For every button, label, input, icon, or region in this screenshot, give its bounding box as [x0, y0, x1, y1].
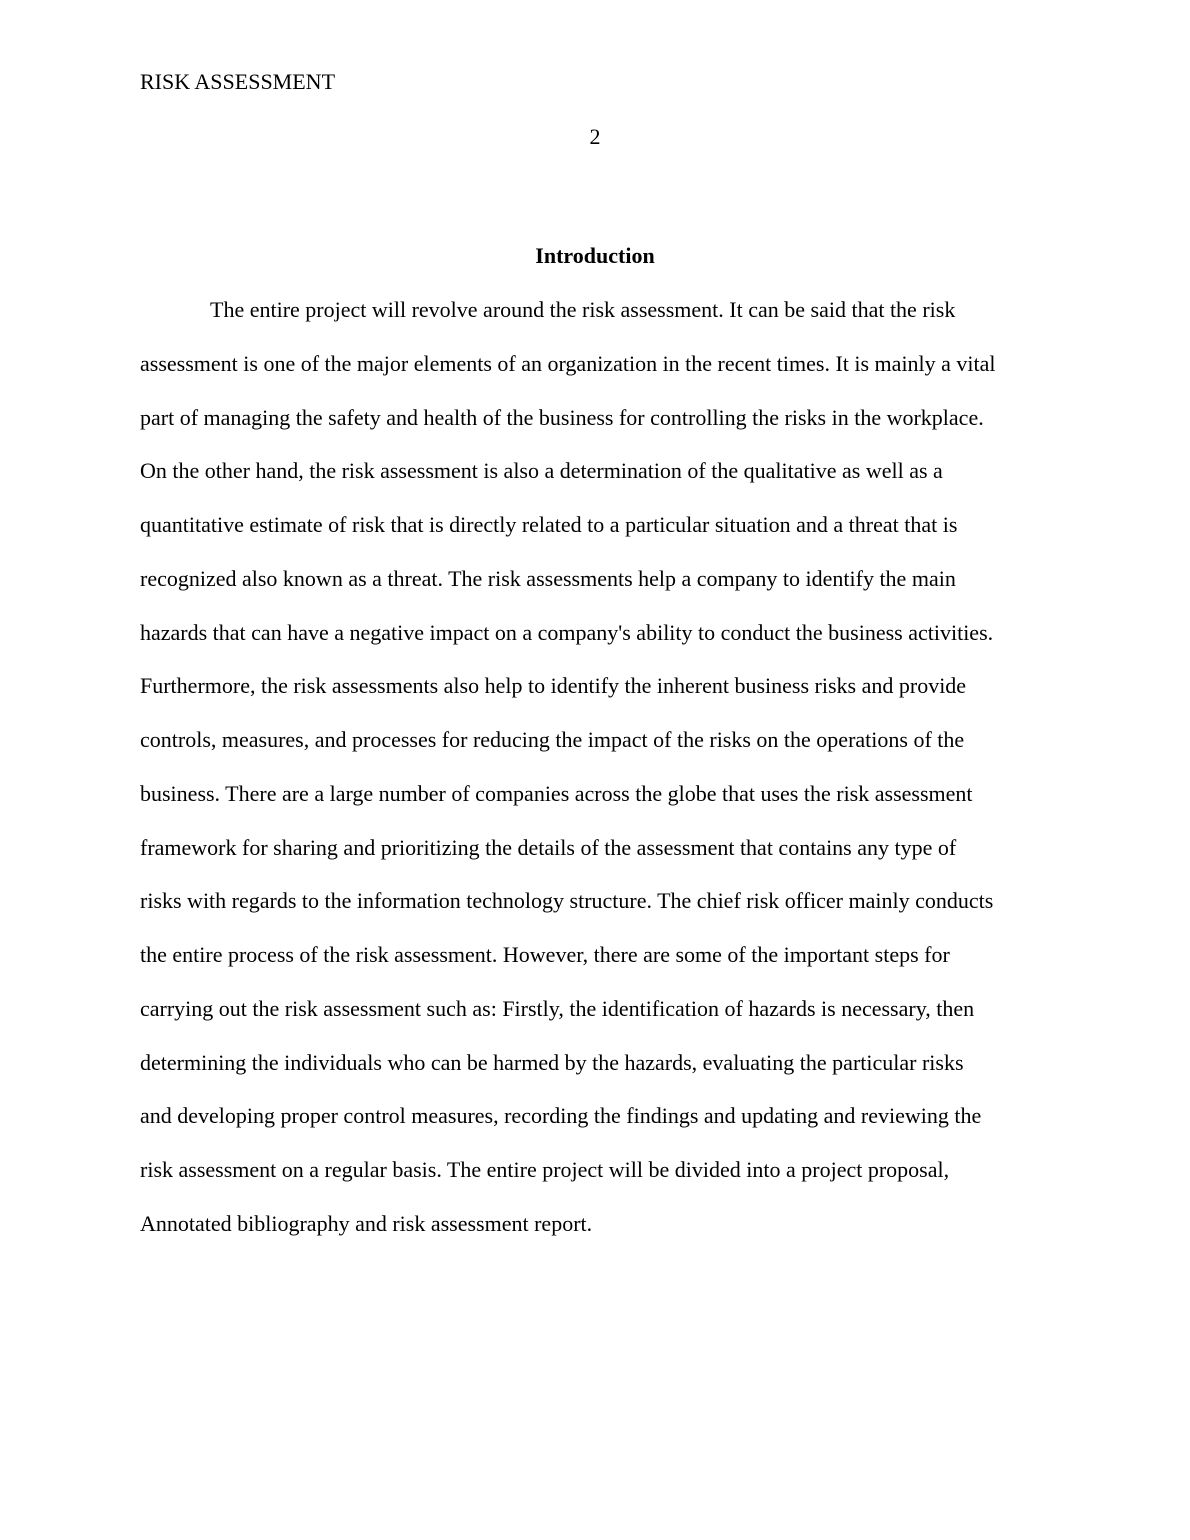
paragraph-line: On the other hand, the risk assessment is also a determination of the qualitative as well as a	[140, 458, 943, 484]
paragraph-line: part of managing the safety and health of the business for controlling the risks in the workplace.	[140, 404, 984, 430]
paragraph-line: recognized also known as a threat. The risk assessments help a company to identify the main	[140, 565, 956, 591]
paragraph-line: assessment is one of the major elements of an organization in the recent times. It is mainly a vital	[140, 350, 996, 376]
paragraph-line: The entire project will revolve around the risk assessment. It can be said that the risk	[210, 297, 956, 322]
paragraph-line: framework for sharing and prioritizing the details of the assessment that contains any type of	[140, 834, 957, 860]
running-head: RISK ASSESSMENT	[140, 69, 336, 94]
paragraph-line: risk assessment on a regular basis. The entire project will be divided into a project proposal,	[140, 1157, 950, 1182]
paragraph-line: Annotated bibliography and risk assessment report.	[140, 1210, 593, 1236]
body-paragraph	[140, 283, 1050, 1251]
paragraph-line: business. There are a large number of companies across the globe that uses the risk assessment	[140, 780, 973, 806]
paragraph-line: the entire process of the risk assessment. However, there are some of the important steps for	[140, 942, 950, 967]
paragraph-line: controls, measures, and processes for reducing the impact of the risks on the operations of the	[140, 727, 965, 752]
page-number: 2	[589, 124, 601, 149]
paragraph-line: quantitative estimate of risk that is directly related to a particular situation and a threat that is	[140, 512, 958, 537]
paragraph-line: and developing proper control measures, recording the findings and updating and reviewing the	[140, 1103, 982, 1129]
paragraph-line: Furthermore, the risk assessments also help to identify the inherent business risks and provide	[140, 673, 967, 699]
paragraph-line: determining the individuals who can be harmed by the hazards, evaluating the particular risks	[140, 1049, 964, 1075]
section-title: Introduction	[535, 243, 655, 268]
paragraph-line: hazards that can have a negative impact on a company's ability to conduct the business activities.	[140, 619, 994, 645]
paragraph-line: risks with regards to the information technology structure. The chief risk officer mainly conducts	[140, 888, 994, 914]
paragraph-line: carrying out the risk assessment such as: Firstly, the identification of hazards is necessary, then	[140, 995, 975, 1021]
